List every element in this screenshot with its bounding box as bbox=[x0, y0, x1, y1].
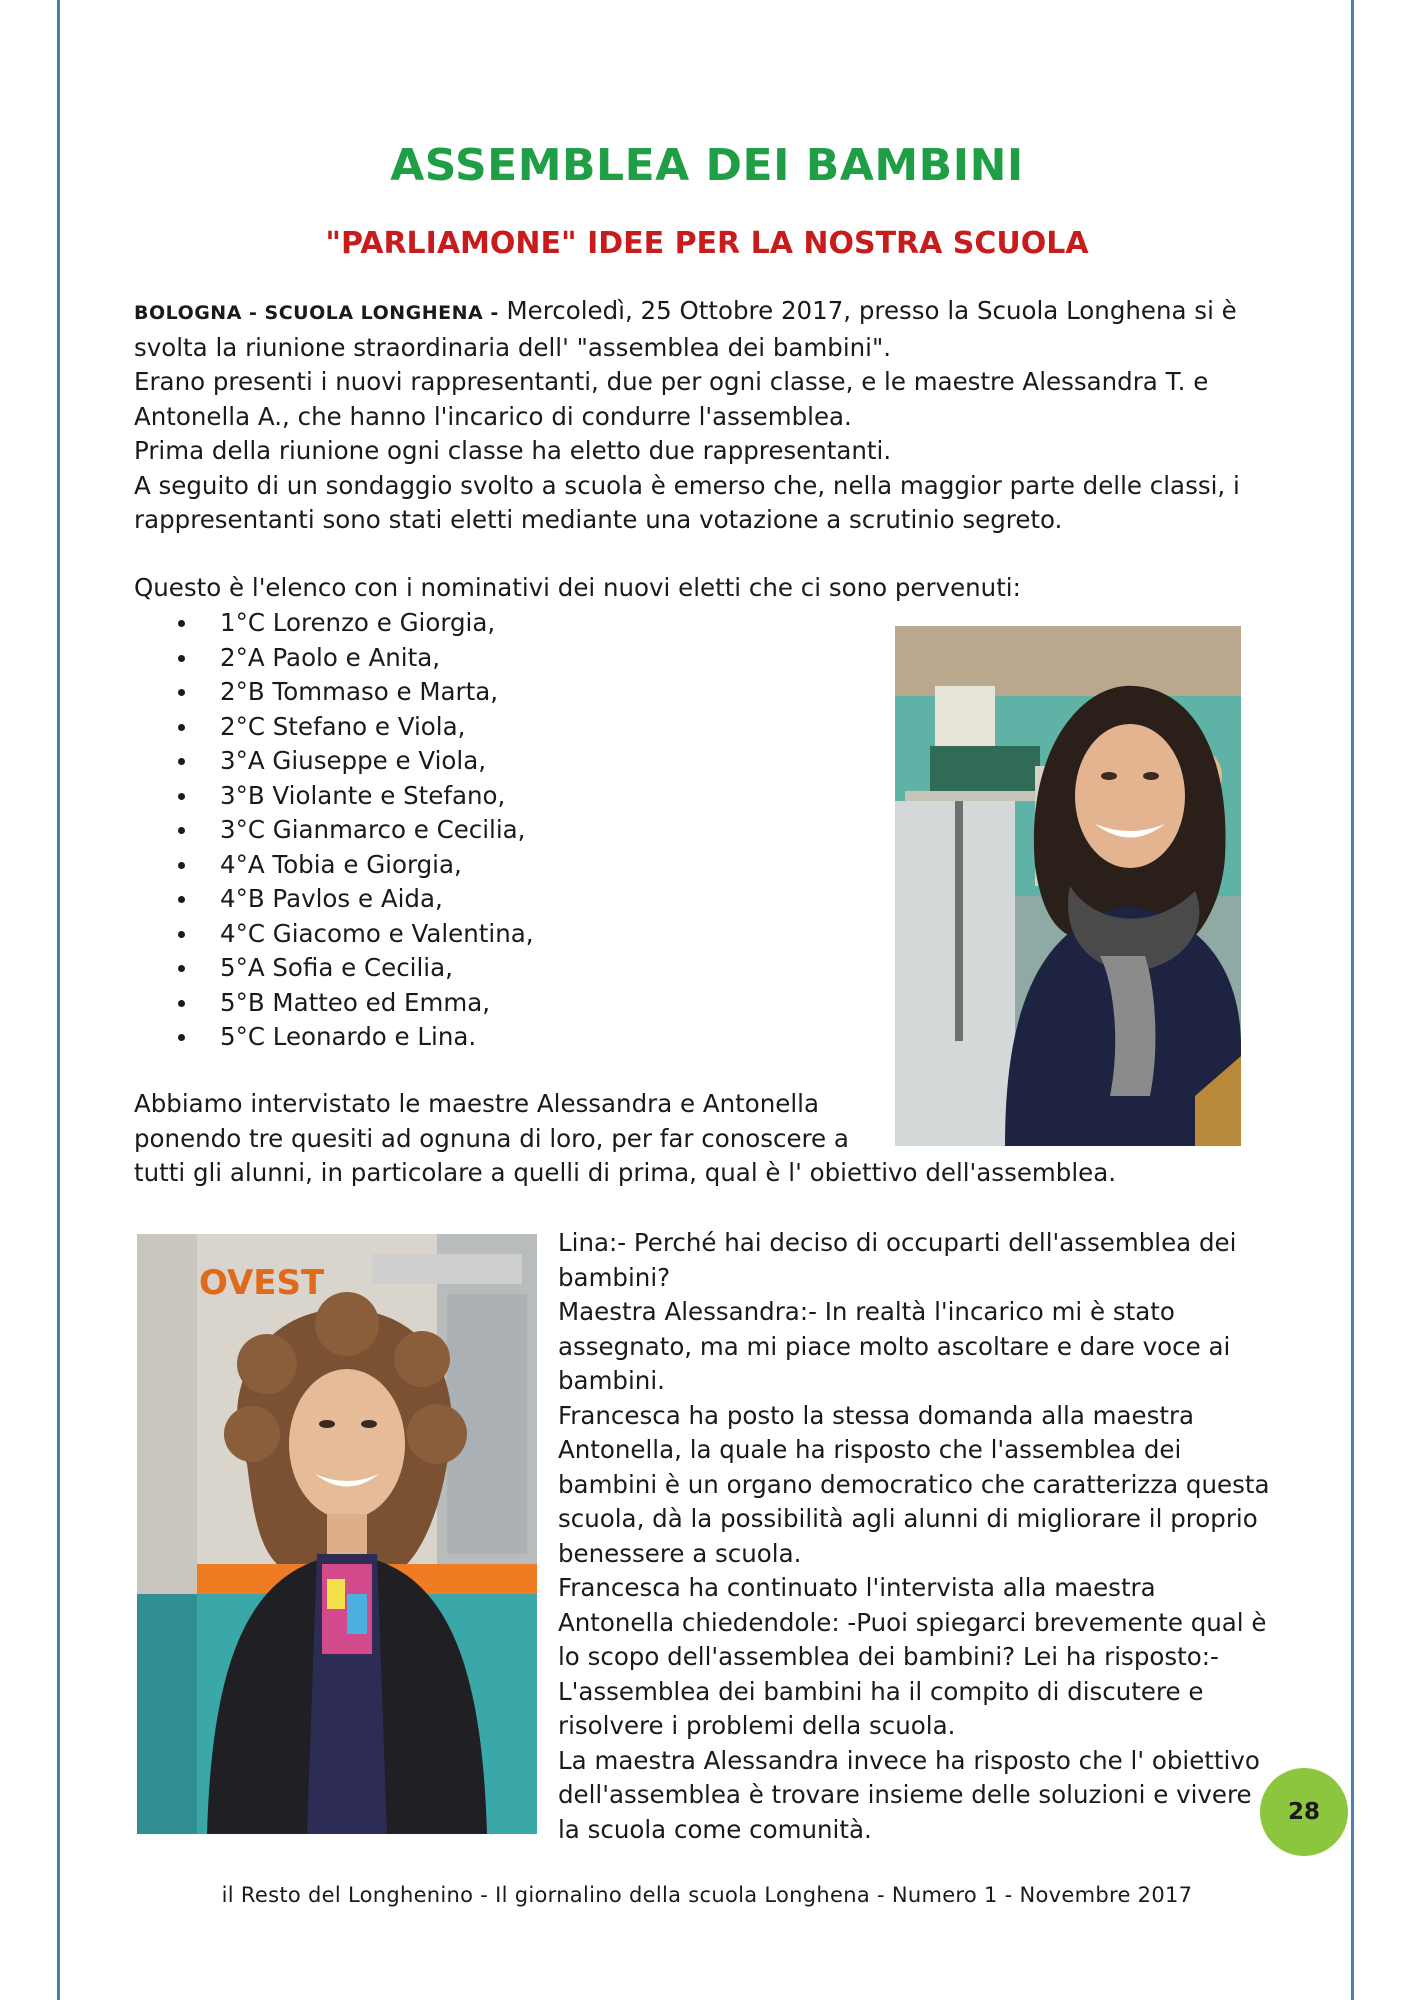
list-item: 3°A Giuseppe e Viola, bbox=[172, 744, 872, 779]
list-item: 3°B Violante e Stefano, bbox=[172, 779, 872, 814]
list-item: 2°B Tommaso e Marta, bbox=[172, 675, 872, 710]
list-item: 4°B Pavlos e Aida, bbox=[172, 882, 872, 917]
photo-teacher-antonella bbox=[895, 626, 1241, 1146]
ovest-sign: OVEST bbox=[199, 1263, 325, 1303]
bullet-icon bbox=[178, 827, 185, 834]
bullet-icon bbox=[178, 620, 185, 627]
bullet-icon bbox=[178, 689, 185, 696]
list-lead: Questo è l'elenco con i nominativi dei nuovi eletti che ci sono pervenuti: bbox=[134, 573, 1021, 602]
list-item: 5°C Leonardo e Lina. bbox=[172, 1020, 872, 1055]
list-item: 4°C Giacomo e Valentina, bbox=[172, 917, 872, 952]
intro-paragraph-2: Erano presenti i nuovi rappresentanti, due per ogni classe, e le maestre Alessandra T. e Antonella A., che hanno l'incarico di condurre l'assemblea. bbox=[134, 367, 1209, 431]
interview-answer-1: Maestra Alessandra:- In realtà l'incarico mi è stato assegnato, ma mi piace molto ascoltare e dare voce ai bambini. bbox=[558, 1297, 1231, 1395]
interview-lead: Abbiamo intervistato le maestre Alessandra e Antonella ponendo tre quesiti ad ognuna di loro, per far conoscere a tutti gli alunni, in particolare a quelli di prima, qual è l' obiettivo dell'assemblea. bbox=[134, 1089, 1117, 1187]
page-footer: il Resto del Longhenino - Il giornalino della scuola Longhena - Numero 1 - Novembre 2017 bbox=[221, 1883, 1193, 1907]
list-item: 4°A Tobia e Giorgia, bbox=[172, 848, 872, 883]
bullet-icon bbox=[178, 931, 185, 938]
photo-teacher-alessandra bbox=[137, 1234, 537, 1834]
dateline: BOLOGNA - SCUOLA LONGHENA - bbox=[134, 302, 499, 324]
intro-paragraph-3: Prima della riunione ogni classe ha eletto due rappresentanti. bbox=[134, 436, 892, 465]
page-number-badge: 28 bbox=[1260, 1768, 1348, 1856]
interview-paragraph-4: La maestra Alessandra invece ha risposto che l' obiettivo dell'assemblea è trovare insieme delle soluzioni e vivere la scuola come comunità. bbox=[558, 1745, 1260, 1844]
bullet-icon bbox=[178, 724, 185, 731]
intro-text bbox=[134, 294, 1294, 538]
list-item: 1°C Lorenzo e Giorgia, bbox=[172, 606, 872, 641]
bullet-icon bbox=[178, 1000, 185, 1007]
list-item: 3°C Gianmarco e Cecilia, bbox=[172, 813, 872, 848]
bullet-icon bbox=[178, 862, 185, 869]
interview-paragraph-3: Francesca ha continuato l'intervista alla maestra Antonella chiedendole: -Puoi spiegarci brevemente qual è lo scopo dell'assemblea dei bambini? Lei ha risposto:- L'assemblea dei bambini ha il compito di discutere e risolvere i problemi della scuola. bbox=[558, 1573, 1267, 1740]
article-title: ASSEMBLEA DEI BAMBINI bbox=[390, 140, 1024, 191]
representatives-list bbox=[172, 606, 872, 1055]
bullet-icon bbox=[178, 896, 185, 903]
intro-paragraph-4: A seguito di un sondaggio svolto a scuola è emerso che, nella maggior parte delle classi, i rappresentanti sono stati eletti mediante una votazione a scrutinio segreto. bbox=[134, 470, 1240, 534]
bullet-icon bbox=[178, 655, 185, 662]
interview-paragraph-2: Francesca ha posto la stessa domanda alla maestra Antonella, la quale ha risposto che l'assemblea dei bambini è un organo democratico che caratterizza questa scuola, dà la possibilità agli alunni di migliorare il proprio benessere a scuola. bbox=[558, 1400, 1270, 1568]
bullet-icon bbox=[178, 1034, 185, 1041]
list-item: 5°B Matteo ed Emma, bbox=[172, 986, 872, 1021]
bullet-icon bbox=[178, 793, 185, 800]
bullet-icon bbox=[178, 758, 185, 765]
list-item: 5°A Sofia e Cecilia, bbox=[172, 951, 872, 986]
interview-question-1: Lina:- Perché hai deciso di occuparti dell'assemblea dei bambini? bbox=[558, 1228, 1237, 1292]
interview-text bbox=[558, 1226, 1278, 1847]
list-item: 2°A Paolo e Anita, bbox=[172, 641, 872, 676]
bullet-icon bbox=[178, 965, 185, 972]
list-item: 2°C Stefano e Viola, bbox=[172, 710, 872, 745]
intro-lead: Mercoledì, 25 Ottobre 2017, presso la Scuola Longhena si è svolta la riunione straordinaria dell' "assemblea dei bambini". bbox=[134, 296, 1237, 362]
article-subtitle: "PARLIAMONE" IDEE PER LA NOSTRA SCUOLA bbox=[325, 226, 1089, 261]
